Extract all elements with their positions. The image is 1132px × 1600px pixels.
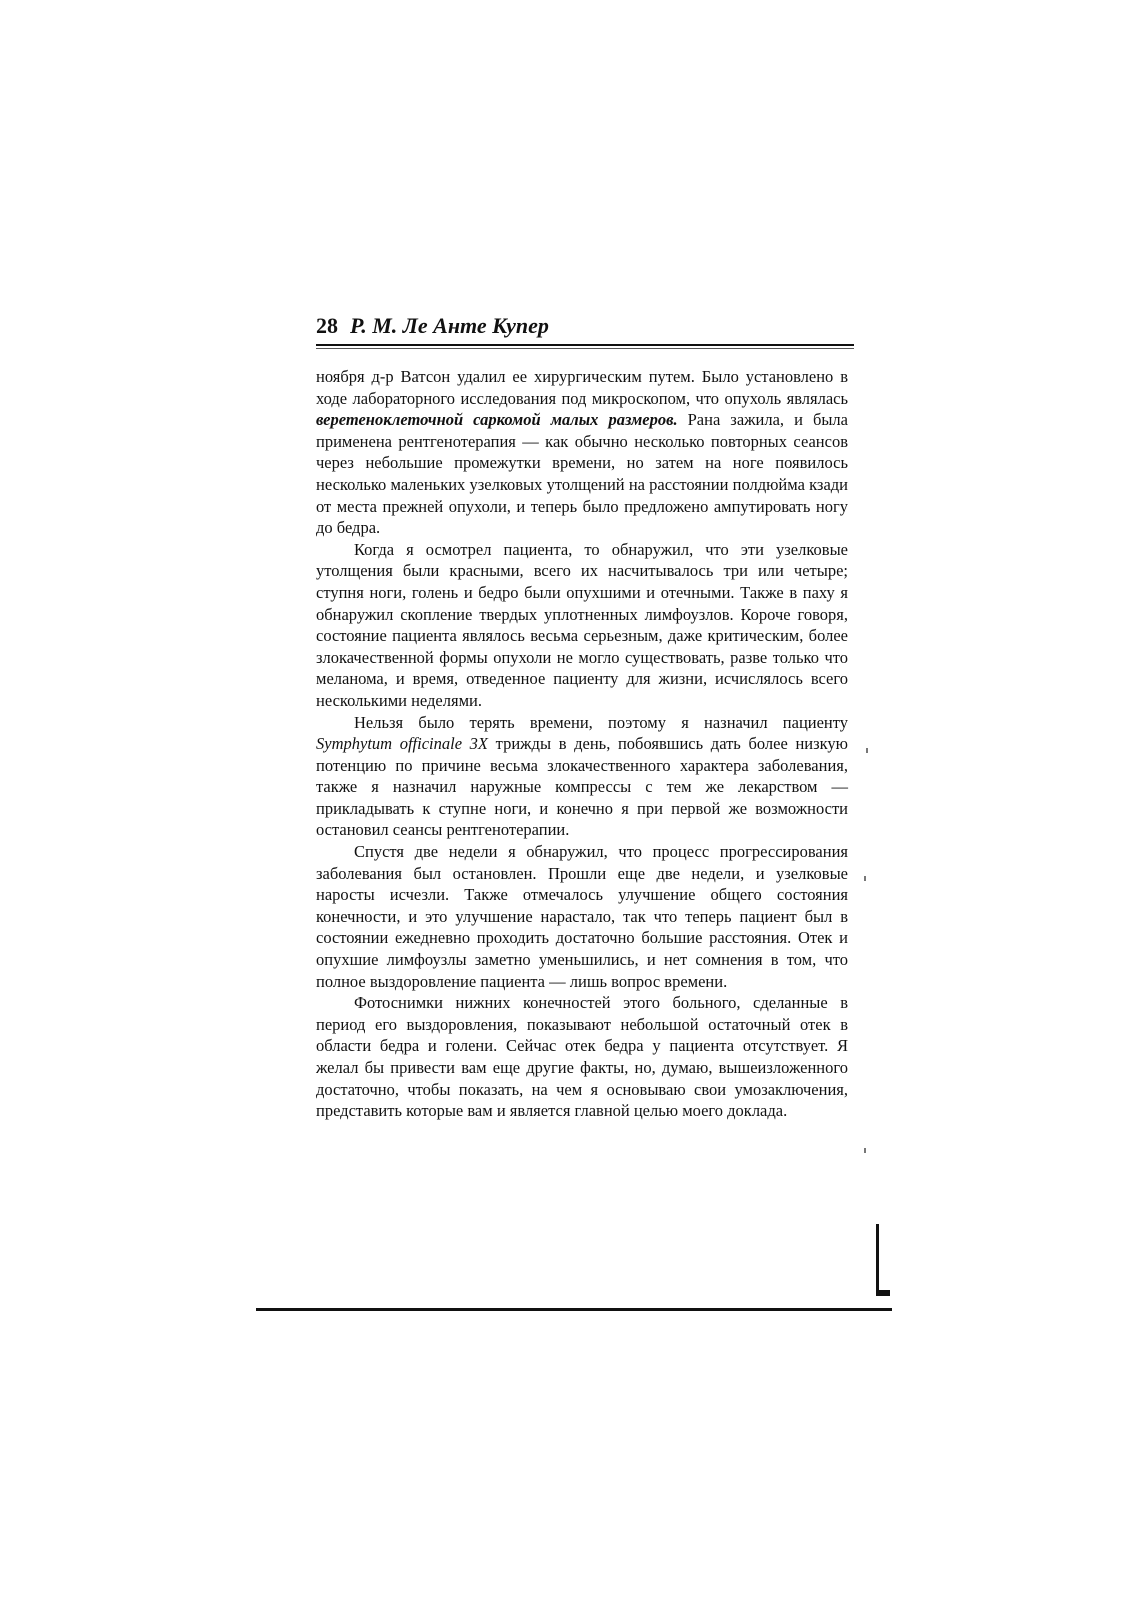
paragraph-5: Фотоснимки нижних конечностей этого больного, сделанные в период его выздоровления, показывают небольшой остаточный отек в области бедра и голени. Сейчас отек бедра у пациента отсутствует. Я желал бы привести вам еще другие факты, но, думаю, вышеизложенного достаточно, чтобы показать, на чем я основываю свои умозаключения, представить которые вам и является главной целью моего доклада. — [316, 993, 848, 1121]
header-rule-thin — [316, 348, 854, 349]
body-text — [316, 366, 848, 1122]
scan-speck — [864, 1148, 866, 1153]
scan-edge-mark — [876, 1224, 879, 1292]
scan-bottom-edge — [256, 1308, 892, 1311]
running-head — [316, 312, 854, 340]
paragraph-3-text-a: Нельзя было терять времени, поэтому я назначил пациенту — [354, 712, 848, 732]
scan-speck — [866, 748, 868, 753]
paragraph-1-text-a: ноября д-р Ватсон удалил ее хирургическим путем. Было установлено в ходе лабораторного исследования под микроскопом, что опухоль являлась — [316, 367, 848, 408]
paragraph-1-emphasis: веретеноклеточной саркомой малых размеров. — [316, 410, 678, 430]
page-number: 28 — [316, 313, 338, 338]
header-rule — [316, 344, 854, 346]
paragraph-2: Когда я осмотрел пациента, то обнаружил, что эти узелковые утолщения были красными, всего их насчитывалось три или четыре; ступня ноги, голень и бедро были опухшими и отечными. Также в паху я обнаружил скопление твердых уплотненных лимфоузлов. Короче говоря, состояние пациента являлось весьма серьезным, даже критическим, более злокачественной формы опухоли не могло существовать, разве только что меланома, и время, отведенное пациенту для жизни, исчислялось всего несколькими неделями. — [316, 539, 848, 710]
paragraph-3 — [316, 712, 848, 842]
scan-edge-mark-foot — [876, 1290, 890, 1296]
paragraph-1 — [316, 366, 848, 539]
paragraph-1-text-b: Рана зажила, и была применена рентгенотерапия — как обычно несколько повторных сеансов через небольшие промежутки времени, но затем на ноге появилось несколько маленьких узелковых утолщений на расстоянии полдюйма кзади от места прежней опухоли, и теперь было предложено ампутировать ногу до бедра. — [316, 410, 848, 538]
paragraph-4: Спустя две недели я обнаружил, что процесс прогрессирования заболевания был остановлен. Прошли еще две недели, и узелковые наросты исчезли. Также отмечалось улучшение общего состояния конечности, и это улучшение нарастало, так что теперь пациент был в состоянии ежедневно проходить достаточно большие расстояния. Отек и опухшие лимфоузлы заметно уменьшились, и нет сомнения в том, что полное выздоровление пациента — лишь вопрос времени. — [316, 842, 848, 991]
scan-speck — [864, 876, 866, 881]
paragraph-3-remedy: Symphytum officinale 3X — [316, 734, 489, 754]
paragraph-3-text-b: трижды в день, побоявшись дать более низкую потенцию по причине весьма злокачественного характера заболевания, также я назначил наружные компрессы с тем же лекарством — прикладывать к ступне ноги, и конечно я при первой же возможности остановил сеансы рентгенотерапии. — [316, 734, 848, 840]
running-head-author: Р. М. Ле Анте Купер — [350, 313, 549, 338]
